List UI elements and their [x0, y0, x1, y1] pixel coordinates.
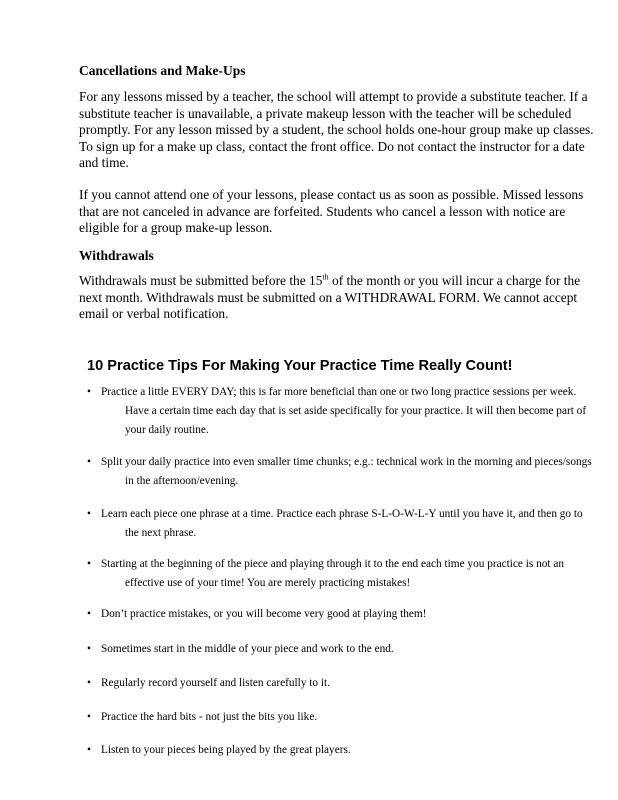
tip-item	[87, 640, 597, 659]
tip-text: Regularly record yourself and listen carefully to it.	[101, 677, 330, 689]
tip-item	[87, 605, 597, 624]
tip-text: Practice the hard bits - not just the bits you like.	[101, 711, 318, 723]
bullet-icon: •	[87, 558, 91, 570]
tip-text: Learn each piece one phrase at a time. Practice each phrase S-L-O-W-L-Y until you have it, and then go to the next phrase.	[101, 508, 583, 539]
tip-item	[87, 453, 597, 491]
tip-item	[87, 555, 597, 593]
withdrawals-text-end: of the month or you will incur a charge for the next month. Withdrawals must be submitted on a WITHDRAWAL FORM. We cannot accept email or verbal notification.	[79, 273, 581, 322]
ordinal-suffix: th	[322, 272, 329, 282]
tip-item	[87, 741, 597, 760]
tip-text: Practice a little EVERY DAY; this is far more beneficial than one or two long practice sessions per week. Have a certain time each day that is set aside specifically for your practice. It will then become part of your daily routine.	[101, 386, 587, 436]
tip-text: Starting at the beginning of the piece and playing through it to the end each time you practice is not an effective use of your time! You are merely practicing mistakes!	[101, 558, 565, 589]
cancellations-paragraph-1: For any lessons missed by a teacher, the school will attempt to provide a substitute teacher. If a substitute teacher is unavailable, a private makeup lesson with the teacher will be scheduled promptly. For any lesson missed by a student, the school holds one-hour group make up classes. To sign up for a make up class, contact the front office. Do not contact the instructor for a date and time.	[79, 89, 594, 171]
bullet-icon: •	[87, 744, 91, 756]
cancellations-heading: Cancellations and Make-Ups	[79, 63, 246, 78]
tip-text: Listen to your pieces being played by the great players.	[101, 744, 351, 756]
tips-title: 10 Practice Tips For Making Your Practice Time Really Count!	[87, 358, 513, 374]
tip-text: Don’t practice mistakes, or you will become very good at playing them!	[101, 608, 427, 620]
bullet-icon: •	[87, 677, 91, 689]
withdrawals-heading: Withdrawals	[79, 248, 154, 263]
tip-item	[87, 505, 597, 543]
bullet-icon: •	[87, 608, 91, 620]
tip-item	[87, 383, 597, 440]
tip-item	[87, 674, 597, 693]
bullet-icon: •	[87, 386, 91, 398]
tip-item	[87, 708, 597, 727]
cancellations-paragraph-2: If you cannot attend one of your lessons, please contact us as soon as possible. Missed lessons that are not canceled in advance are forfeited. Students who cancel a lesson with notice are eligible for a group make-up lesson.	[79, 187, 584, 236]
bullet-icon: •	[87, 711, 91, 723]
bullet-icon: •	[87, 508, 91, 520]
withdrawals-paragraph	[79, 273, 599, 323]
bullet-icon: •	[87, 456, 91, 468]
tip-text: Sometimes start in the middle of your piece and work to the end.	[101, 643, 394, 655]
withdrawals-text-start: Withdrawals must be submitted before the 15	[79, 273, 323, 288]
bullet-icon: •	[87, 643, 91, 655]
tip-text: Split your daily practice into even smaller time chunks; e.g.: technical work in the morning and pieces/songs in the afternoon/evening.	[101, 456, 592, 487]
